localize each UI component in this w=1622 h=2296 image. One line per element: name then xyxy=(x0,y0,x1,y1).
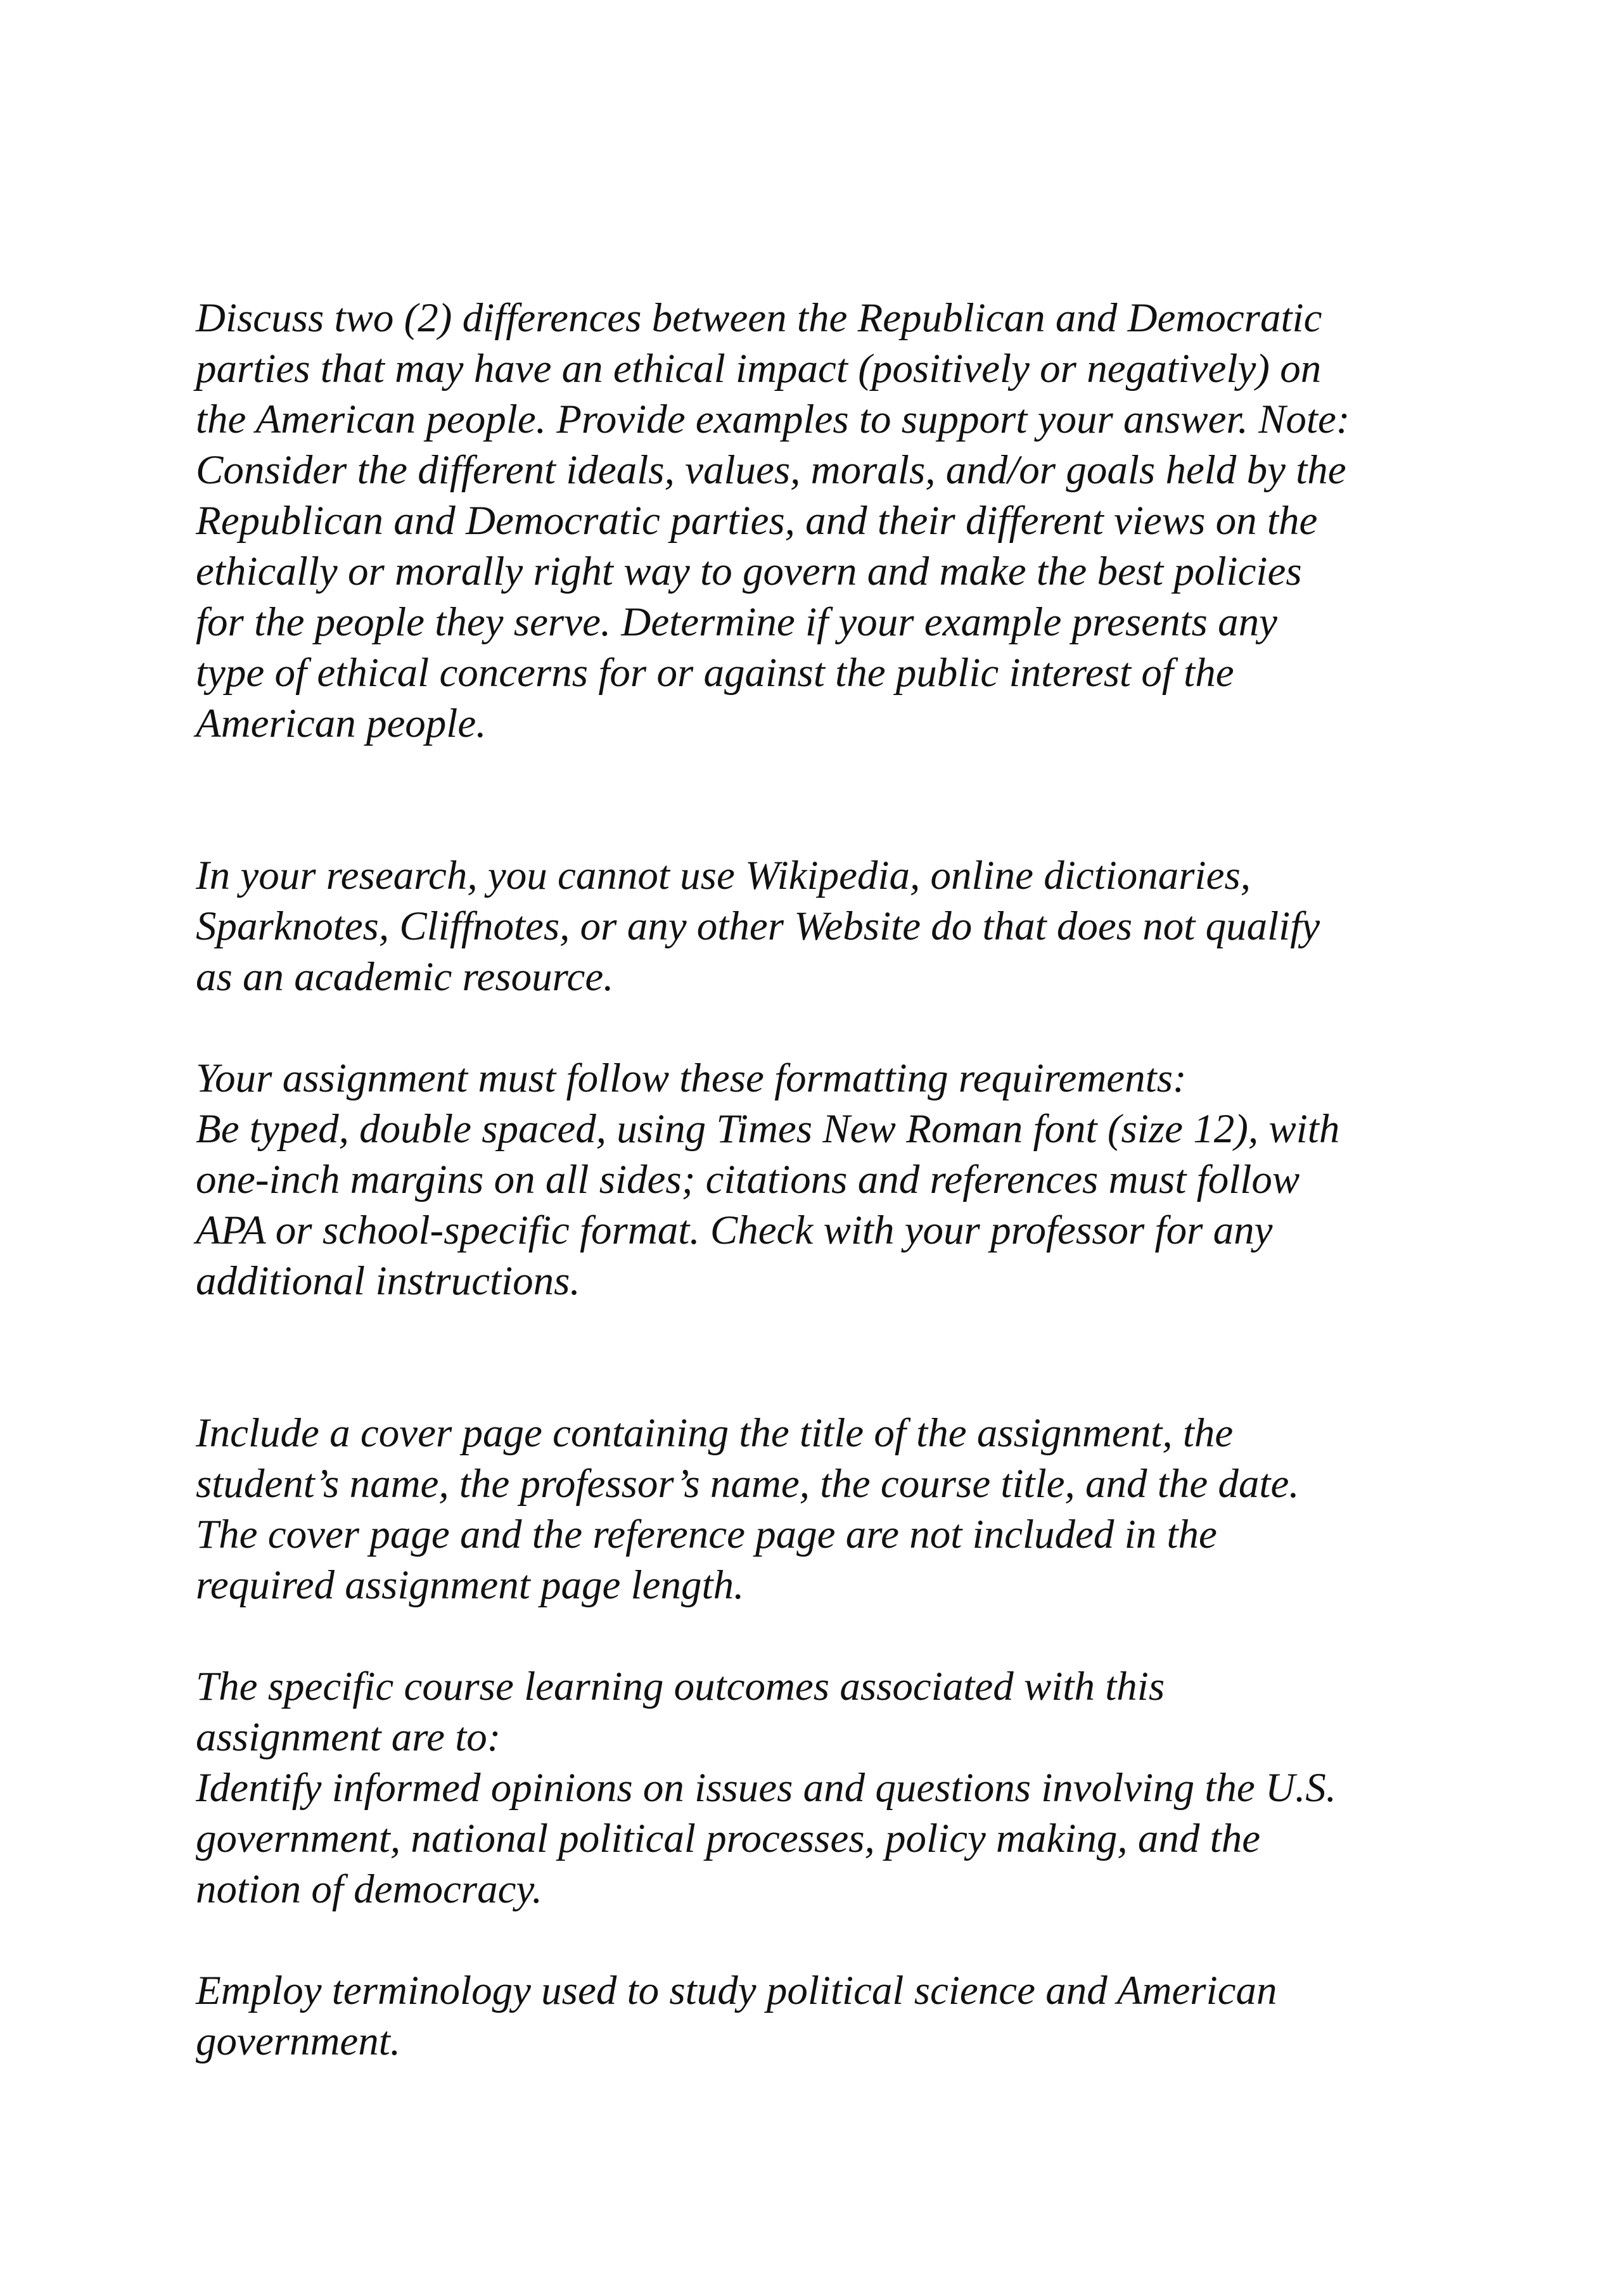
text-line: ethically or morally right way to govern and make the best policies xyxy=(196,549,1302,594)
text-line: one-inch margins on all sides; citations and references must follow xyxy=(196,1157,1300,1202)
text-line: Discuss two (2) differences between the Republican and Democratic xyxy=(196,295,1322,341)
text-line: Republican and Democratic parties, and their different views on the xyxy=(196,498,1318,544)
text-line: The specific course learning outcomes associated with this xyxy=(196,1664,1165,1709)
text-line: Your assignment must follow these formatting requirements: xyxy=(196,1056,1187,1101)
text-line: Consider the different ideals, values, morals, and/or goals held by the xyxy=(196,447,1346,493)
text-line: notion of democracy. xyxy=(196,1866,542,1912)
text-line: required assignment page length. xyxy=(196,1562,744,1608)
text-line: as an academic resource. xyxy=(196,954,614,1000)
text-line: student’s name, the professor’s name, the course title, and the date. xyxy=(196,1461,1300,1507)
paragraph-learning-outcomes xyxy=(196,1661,1476,1915)
text-line: the American people. Provide examples to support your answer. Note: xyxy=(196,397,1350,442)
text-line: for the people they serve. Determine if your example presents any xyxy=(196,599,1277,645)
text-line: Sparknotes, Cliffnotes, or any other Website do that does not qualify xyxy=(196,903,1320,949)
text-line: additional instructions. xyxy=(196,1258,580,1304)
text-line: type of ethical concerns for or against the public interest of the xyxy=(196,650,1234,696)
paragraph-spacer xyxy=(196,1915,1476,1965)
text-line: parties that may have an ethical impact (positively or negatively) on xyxy=(196,346,1322,392)
paragraph-research-sources xyxy=(196,850,1476,1002)
paragraph-formatting-requirements xyxy=(196,1053,1476,1306)
text-line: APA or school-specific format. Check with your professor for any xyxy=(196,1208,1273,1253)
text-line: American people. xyxy=(196,701,487,746)
text-line: government, national political processes, policy making, and the xyxy=(196,1816,1261,1861)
text-line: In your research, you cannot use Wikipedia, online dictionaries, xyxy=(196,853,1251,898)
text-line: Identify informed opinions on issues and questions involving the U.S. xyxy=(196,1765,1336,1811)
paragraph-spacer xyxy=(196,1610,1476,1661)
text-line: Employ terminology used to study political science and American xyxy=(196,1968,1277,2013)
paragraph-discuss-differences xyxy=(196,293,1476,749)
text-line: The cover page and the reference page are not included in the xyxy=(196,1512,1217,1557)
paragraph-cover-page xyxy=(196,1408,1476,1610)
paragraph-spacer xyxy=(196,1002,1476,1053)
document-body xyxy=(196,293,1476,2067)
text-line: government. xyxy=(196,2019,401,2064)
text-line: Be typed, double spaced, using Times New Roman font (size 12), with xyxy=(196,1106,1340,1152)
paragraph-terminology xyxy=(196,1965,1476,2067)
paragraph-spacer xyxy=(196,749,1476,850)
text-line: assignment are to: xyxy=(196,1714,501,1760)
paragraph-spacer xyxy=(196,1306,1476,1408)
text-line: Include a cover page containing the title of the assignment, the xyxy=(196,1410,1234,1456)
